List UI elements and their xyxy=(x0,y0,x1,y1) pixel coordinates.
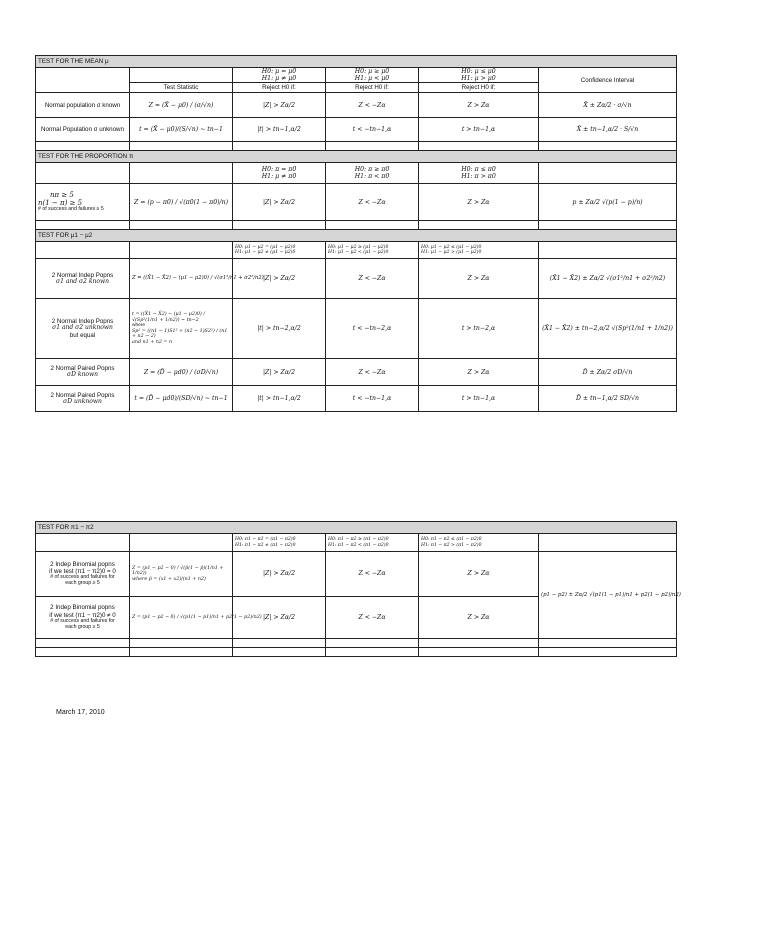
reject-left-tailed: t < −tn−1,α xyxy=(326,118,419,142)
reject-right-tailed: Z > Zα xyxy=(419,597,539,639)
row-note: each group ≥ 5 xyxy=(65,623,100,630)
row-sublabel: σD known xyxy=(67,371,98,379)
reject-right-tailed: t > tn−2,α xyxy=(419,299,539,359)
hypothesis-left-tailed xyxy=(326,68,419,83)
alternative-hypothesis: H1: μ1 − μ2 > (μ1 − μ2)0 xyxy=(421,250,482,256)
alternative-hypothesis: H1: π1 − π2 ≠ (π1 − π2)0 xyxy=(235,542,296,548)
section-header-proportion xyxy=(36,151,677,163)
alternative-hypothesis: H1: μ1 − μ2 ≠ (μ1 − μ2)0 xyxy=(235,250,296,256)
row-note: each group ≥ 5 xyxy=(65,580,100,587)
row-note: # of success and failures for xyxy=(50,574,115,581)
reject-right-tailed: t > tn−1,α xyxy=(419,386,539,412)
alternative-hypothesis: H1: μ ≠ μ0 xyxy=(261,75,297,83)
condition-np: nπ ≥ 5 xyxy=(50,191,74,200)
empty-cell xyxy=(36,242,130,259)
reject-left-tailed: Z < −Zα xyxy=(326,597,419,639)
confidence-interval: D̄ ± Zα/2 σD/√n xyxy=(539,359,677,386)
hypothesis-left-tailed xyxy=(326,242,419,259)
null-hypothesis: H0: π = π0 xyxy=(261,166,297,174)
reject-header-two: Reject H0 if: xyxy=(233,83,326,93)
section-title-mean: TEST FOR THE MEAN μ xyxy=(36,56,677,68)
test-statistic: Z = (X̄ − μ0) / (σ/√n) xyxy=(130,93,233,118)
section-header-mean xyxy=(36,56,677,68)
reject-two-tailed: |Z| > Zα/2 xyxy=(233,552,326,597)
alternative-hypothesis: H1: μ < μ0 xyxy=(354,75,390,83)
hypothesis-left-tailed xyxy=(326,163,419,184)
test-statistic: Z = (D̄ − μd0) / (σD/√n) xyxy=(130,359,233,386)
null-hypothesis: H0: μ ≤ μ0 xyxy=(461,68,496,75)
null-hypothesis: H0: μ1 − μ2 ≤ (μ1 − μ2)0 xyxy=(421,244,482,250)
hypothesis-right-tailed xyxy=(419,68,539,83)
null-hypothesis: H0: π1 − π2 = (π1 − π2)0 xyxy=(235,537,296,543)
empty-cell xyxy=(539,242,677,259)
pooled-proportion: where p̄ = (x1 + x2)/(n1 + n2) xyxy=(132,576,206,582)
confidence-interval: D̄ ± tn−1,α/2 SD/√n xyxy=(539,386,677,412)
confidence-interval: X̄ ± tn−1,α/2 · S/√n xyxy=(539,118,677,142)
null-hypothesis: H0: π1 − π2 ≥ (π1 − π2)0 xyxy=(328,537,389,543)
ci-header: Confidence Interval xyxy=(539,68,677,93)
hypothesis-left-tailed xyxy=(326,534,419,552)
reject-right-tailed: Z > Zα xyxy=(419,259,539,299)
reject-header-right: Reject H0 if: xyxy=(419,83,539,93)
hypothesis-two-tailed xyxy=(233,534,326,552)
alternative-hypothesis: H1: μ1 − μ2 < (μ1 − μ2)0 xyxy=(328,250,389,256)
row-label: 2 Indep Binomial popns xyxy=(50,560,115,568)
empty-cell xyxy=(36,163,130,184)
row-label: 2 Normal Paired Popns xyxy=(50,365,115,373)
reject-left-tailed: Z < −Zα xyxy=(326,184,419,221)
test-statistic: Z = (p1 − p2 − 0) / √(p̄(1 − p̄)(1/n1 + 1/n2)) xyxy=(132,565,224,577)
confidence-interval: (p1 − p2) ± Zα/2 √(p1(1 − p1)/n1 + p2(1 − p2)/n2) xyxy=(539,552,677,639)
hypothesis-two-tailed xyxy=(233,163,326,184)
empty-cell xyxy=(539,534,677,552)
reject-left-tailed: Z < −Zα xyxy=(326,552,419,597)
null-hypothesis: H0: μ = μ0 xyxy=(261,68,297,75)
null-hypothesis: H0: π ≤ π0 xyxy=(461,166,496,174)
test-statistic: Z = ((X̄1 − X̄2) − (μ1 − μ2)0) / √(σ1²/n1 + σ2²/n2) xyxy=(130,259,233,299)
row-label: Normal Population σ unknown xyxy=(36,118,130,142)
alternative-hypothesis: H1: π < π0 xyxy=(354,173,390,181)
pooled-variance: Sp² = ((n1 − 1)S1² + (n2 − 1)S2²) / (n1 + n2 − 2) xyxy=(132,328,228,340)
reject-header-left: Reject H0 if: xyxy=(326,83,419,93)
empty-cell xyxy=(130,163,233,184)
row-label: 2 Normal Paired Popns xyxy=(50,391,115,399)
reject-right-tailed: t > tn−1,α xyxy=(419,118,539,142)
reject-left-tailed: Z < −Zα xyxy=(326,93,419,118)
row-sublabel: but equal xyxy=(69,332,96,340)
test-statistic-header: Test Statistic xyxy=(130,83,233,93)
test-statistic: t = ((X̄1 − X̄2) − (μ1 − μ2)0) / √(Sp²(1/n1 + 1/n2)) ~ tn−2 xyxy=(132,312,205,323)
reject-left-tailed: t < −tn−1,α xyxy=(326,386,419,412)
reject-two-tailed: |Z| > Zα/2 xyxy=(233,184,326,221)
alternative-hypothesis: H1: π > π0 xyxy=(461,173,496,181)
section-header-diff-means xyxy=(36,230,677,242)
row-sublabel: if we test (π1 − π2)0 ≠ 0 xyxy=(49,611,116,619)
row-label: 2 Indep Binomial popns xyxy=(50,604,115,612)
section-title-diff-means: TEST FOR μ1 − μ2 xyxy=(36,230,677,242)
reject-two-tailed: |Z| > Zα/2 xyxy=(233,259,326,299)
empty-cell xyxy=(130,68,233,83)
section-title-diff-proportions: TEST FOR π1 − π2 xyxy=(36,522,677,534)
test-statistic: t = (D̄ − μd0)/(SD/√n) ~ tn−1 xyxy=(130,386,233,412)
reject-left-tailed: Z < −Zα xyxy=(326,259,419,299)
confidence-interval: (X̄1 − X̄2) ± Zα/2 √(σ1²/n1 + σ2²/n2) xyxy=(539,259,677,299)
condition-n1p: n(1 − π) ≥ 5 xyxy=(38,199,83,208)
reject-two-tailed: |t| > tn−2,α/2 xyxy=(233,299,326,359)
reject-two-tailed: |Z| > Zα/2 xyxy=(233,359,326,386)
test-statistic: Z = (p − π0) / √(π0(1 − π0)/n) xyxy=(130,184,233,221)
null-hypothesis: H0: μ1 − μ2 = (μ1 − μ2)0 xyxy=(235,244,296,250)
formula-table-main xyxy=(35,55,677,412)
alternative-hypothesis: H1: π1 − π2 < (π1 − π2)0 xyxy=(328,542,389,548)
confidence-interval: p ± Zα/2 √(p(1 − p)/n) xyxy=(539,184,677,221)
row-label: 2 Normal Indep Popns xyxy=(51,271,114,279)
row-label: 2 Normal Indep Popns xyxy=(51,318,114,326)
null-hypothesis: H0: μ1 − μ2 ≥ (μ1 − μ2)0 xyxy=(328,244,389,250)
reject-right-tailed: Z > Zα xyxy=(419,184,539,221)
hypothesis-two-tailed xyxy=(233,242,326,259)
formula-table-proportions xyxy=(35,521,681,657)
hypothesis-right-tailed xyxy=(419,242,539,259)
row-sublabel: if we test (π1 − π2)0 = 0 xyxy=(49,568,116,576)
footer-date: March 17, 2010 xyxy=(56,709,105,716)
hypothesis-right-tailed xyxy=(419,163,539,184)
test-statistic: t = (X̄ − μ0)/(S/√n) ~ tn−1 xyxy=(130,118,233,142)
alternative-hypothesis: H1: π1 − π2 > (π1 − π2)0 xyxy=(421,542,482,548)
hypothesis-right-tailed xyxy=(419,534,539,552)
reject-two-tailed: |t| > tn−1,α/2 xyxy=(233,118,326,142)
reject-right-tailed: Z > Zα xyxy=(419,93,539,118)
empty-cell xyxy=(130,242,233,259)
reject-two-tailed: |Z| > Zα/2 xyxy=(233,93,326,118)
reject-right-tailed: Z > Zα xyxy=(419,552,539,597)
reject-right-tailed: Z > Zα xyxy=(419,359,539,386)
alternative-hypothesis: H1: μ > μ0 xyxy=(461,75,496,83)
row-note: # of success and failures for xyxy=(50,617,115,624)
row-sublabel: σD unknown xyxy=(63,397,102,405)
empty-cell xyxy=(36,68,130,93)
empty-cell xyxy=(130,534,233,552)
test-statistic: Z = (p1 − p2 − δ) / √(p1(1 − p1)/n1 + p2(1 − p2)/n2) xyxy=(130,597,233,639)
reject-left-tailed: Z < −Zα xyxy=(326,359,419,386)
reject-left-tailed: t < −tn−2,α xyxy=(326,299,419,359)
alternative-hypothesis: H1: μ ≠ π0 xyxy=(261,173,297,181)
null-hypothesis: H0: π ≥ π0 xyxy=(354,166,390,174)
row-sublabel: σ1 and σ2 known xyxy=(56,277,109,285)
confidence-interval: X̄ ± Zα/2 · σ/√n xyxy=(539,93,677,118)
reject-two-tailed: |Z| > Zα/2 xyxy=(233,597,326,639)
row-sublabel: σ1 and σ2 unknown xyxy=(52,324,113,332)
null-hypothesis: H0: μ ≥ μ0 xyxy=(354,68,390,75)
hypothesis-two-tailed xyxy=(233,68,326,83)
condition-note: # of success and failures ≥ 5 xyxy=(38,206,104,213)
row-label: Normal population σ known xyxy=(36,93,130,118)
section-title-proportion: TEST FOR THE PROPORTION π xyxy=(36,151,677,163)
reject-two-tailed: |t| > tn−1,α/2 xyxy=(233,386,326,412)
null-hypothesis: H0: π1 − π2 ≤ (π1 − π2)0 xyxy=(421,537,482,543)
empty-cell xyxy=(36,534,130,552)
sample-size-note: and n1 + n2 = n xyxy=(132,339,173,345)
section-header-diff-proportions xyxy=(36,522,677,534)
empty-cell xyxy=(539,163,677,184)
confidence-interval: (X̄1 − X̄2) ± tn−2,α/2 √(Sp²(1/n1 + 1/n2)) xyxy=(539,299,677,359)
where-label: where xyxy=(132,323,146,329)
